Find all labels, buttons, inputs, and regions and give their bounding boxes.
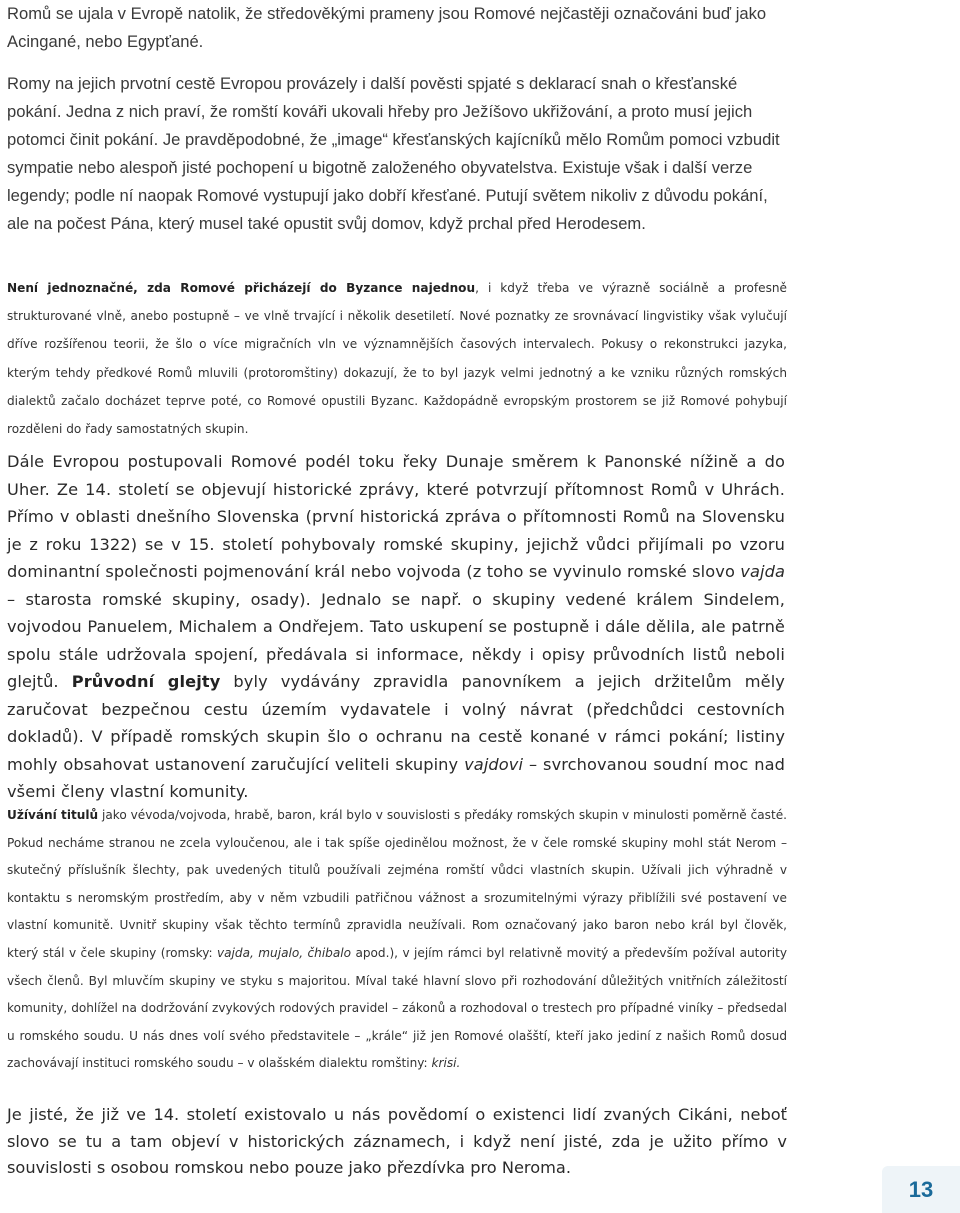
text-run: jako vévoda/vojvoda, hrabě, baron, král bylo v souvislosti s předáky romských skupin v minulosti poměrně časté. Pokud necháme stranou ne zcela vyloučenou, ale i tak spíše ojedinělou možnost, že v čele romské skupiny mohl stát Nerom – skutečný příslušník šlechty, pak uvedených titulů používali zejména romští vůdci vlastních skupin. Užívali jich výhradně v kontaktu s neromským prostředím, aby v něm vzbudili patřičnou vážnost a srozumitelnými výrazy přiblížili své postavení ve vlastní komunitě. Uvnitř skupiny však těchto termínů zpravidla neužívali. Rom označovaný jako baron nebo král byl člověk, který stál v čele skupiny (romsky: (7, 808, 787, 960)
term-romani-words: vajda, mujalo, čhibalo (216, 945, 352, 960)
text-run: – starosta romské skupiny, osady). Jednalo se např. o skupiny vedené králem Sindelem, vojvodou Panuelem, Michalem a Ondřejem. Tato uskupení se postupně i dále dělila, ale patrně spolu stále udržovala spojení, předávala si informace, někdy i opisy průvodních listů neboli glejtů. (7, 589, 785, 691)
term-pruvodni-glejty: Průvodní glejty (71, 672, 221, 691)
paragraph-byzance-body: , i když třeba ve výrazně sociálně a profesně strukturované vlně, anebo postupně – ve vlně trvající i několik desetiletí. Nové poznatky ze srovnávací lingvistiky však vylučují dříve rozšířenou teorii, že šlo o více migračních vln ve významnějších časových intervalech. Pokusy o rekonstrukci jazyka, kterým tehdy předkové Romů mluvili (protoromštiny) dokazují, že to byl jazyk velmi jednotný a ke vzniku různých romských dialektů začalo docházet teprve poté, co Romové opustili Byzanc. Každopádně evropským prostorem se již Romové pohybují rozděleni do řady samostatných skupin. (7, 281, 787, 437)
paragraph-cikani (7, 1102, 787, 1182)
text-run: apod.), v jejím rámci byl relativně movitý a především požíval autority všech členů. Byl mluvčím skupiny ve styku s majoritou. Míval také hlavní slovo při rozhodování důležitých vnitřních záležitostí komunity, dohlížel na dodržování zvykových rodových pravidel – zákonů a rozhodoval o trestech pro případné viníky – předsedal u romského soudu. U nás dnes volí svého představitele – „krále“ již jen Romové olašští, kteří jako jediní z našich Romů dosud zachovávají instituci romského soudu – v olašském dialektu romštiny: (7, 945, 788, 1071)
text-run: – svrchovanou soudní moc nad všemi členy vlastní komunity. (7, 754, 785, 801)
term-vajda: vajda (740, 562, 785, 581)
term-krisi: krisi. (431, 1056, 461, 1071)
text-run: byly vydávány zpravidla panovníkem a jejich držitelům měly zaručovat bezpečnou cestu územím vydavatele i volný návrat (předchůdci cestovních dokladů). V případě romských skupin šlo o ochranu na cestě konané v rámci pokání; listiny mohly obsahovat ustanovení zaručující veliteli skupiny (7, 672, 785, 774)
paragraph-gap (7, 56, 787, 70)
term-uzivani-titulu: Užívání titulů (7, 808, 99, 822)
text-run: Je jisté, že již ve 14. století existovalo u nás povědomí o existenci lidí zvaných Cikáni, neboť slovo se tu a tam objeví v historických záznamech, i když není jisté, zda je užito přímo v souvislosti s osobou romskou nebo pouze jako přezdívka pro Neroma. (7, 1105, 787, 1177)
paragraph-legends-intro: Romů se ujala v Evropě natolik, že středověkými prameny jsou Romové nejčastěji označováni buď jako Acingané, nebo Egypťané. (7, 4, 767, 51)
text-run: Dále Evropou postupovali Romové podél toku řeky Dunaje směrem k Panonské nížině a do Uher. Ze 14. století se objevují historické zprávy, které potvrzují přítomnost Romů v Uhrách. Přímo v oblasti dnešního Slovenska (první historická zpráva o přítomnosti Romů na Slovensku je z roku 1322) se v 15. století pohybovaly romské skupiny, jejichž vůdci přijímali po vzoru dominantní společnosti pojmenování král nebo vojvoda (z toho se vyvinulo romské slovo (7, 452, 785, 581)
paragraph-titles (7, 802, 787, 1078)
paragraph-byzance (7, 274, 787, 443)
page-number: 13 (882, 1166, 960, 1213)
paragraph-byzance-lead: Není jednoznačné, zda Romové přicházejí do Byzance najednou (7, 281, 476, 295)
term-vajdovi: vajdovi (464, 754, 524, 774)
paragraph-danube (7, 448, 785, 806)
paragraph-legends-body: Romy na jejich prvotní cestě Evropou provázely i další pověsti spjaté s deklarací snah o křesťanské pokání. Jedna z nich praví, že romští kováři ukovali hřeby pro Ježíšovo ukřižování, a proto musí jejich potomci činit pokání. Je pravděpodobné, že „image“ křesťanských kajícníků mělo Romům pomoci vzbudit sympatie nebo alespoň jisté pochopení u bigotně založeného obyvatelstva. Existuje však i další verze legendy; podle ní naopak Romové vystupují jako dobří křesťané. Putují světem nikoliv z důvodu pokání, ale na počest Pána, který musel také opustit svůj domov, když prchal před Herodesem. (7, 74, 780, 233)
paragraph-legends (7, 0, 787, 238)
